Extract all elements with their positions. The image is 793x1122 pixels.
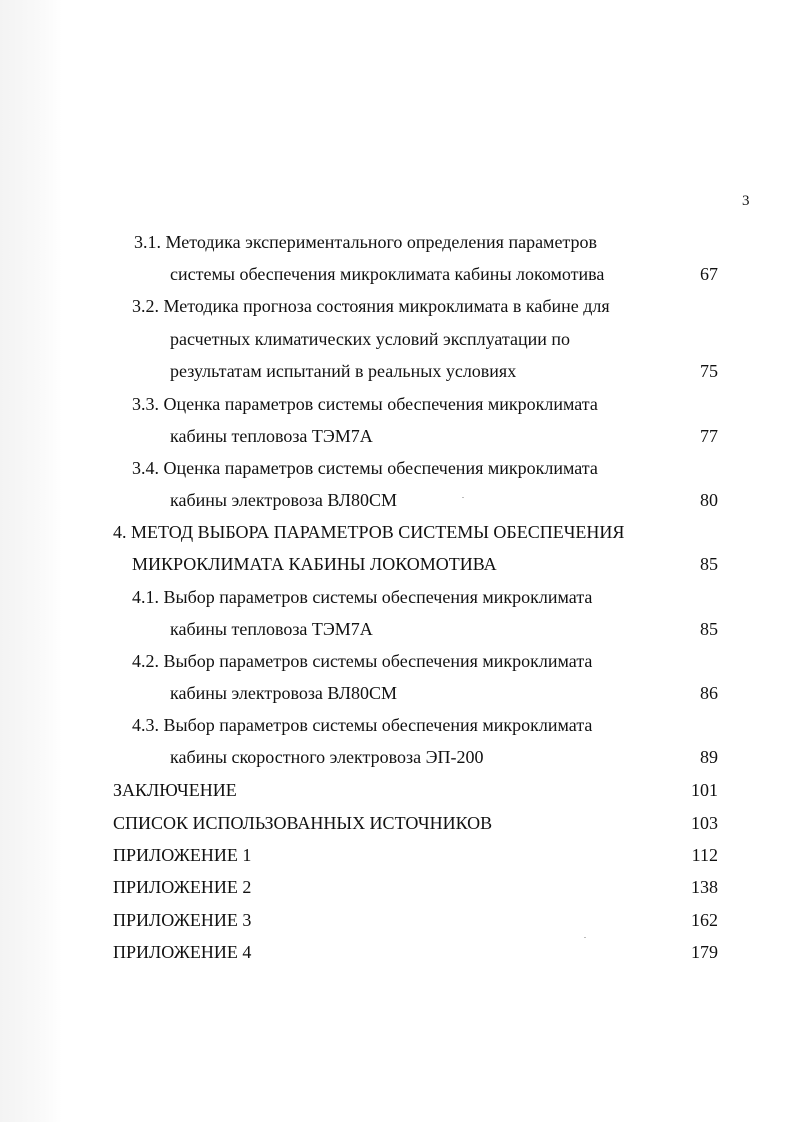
- toc-line: 3.2. Методика прогноза состояния микроклимата в кабине для: [132, 296, 610, 316]
- toc-line: ПРИЛОЖЕНИЕ 1: [113, 845, 252, 865]
- toc-line: кабины скоростного электровоза ЭП-200: [170, 747, 484, 767]
- scan-edge-shadow: [0, 0, 62, 1122]
- toc-page: 85: [700, 554, 718, 574]
- toc-page: 80: [700, 490, 718, 510]
- toc-line: кабины тепловоза ТЭМ7А: [170, 426, 373, 446]
- toc-page: 86: [700, 683, 718, 703]
- toc-line: ПРИЛОЖЕНИЕ 4: [113, 942, 252, 962]
- toc-page: 75: [700, 361, 718, 381]
- toc-page: 89: [700, 747, 718, 767]
- toc-line: кабины тепловоза ТЭМ7А: [170, 619, 373, 639]
- toc-page: 85: [700, 619, 718, 639]
- toc-line: ПРИЛОЖЕНИЕ 2: [113, 877, 252, 897]
- toc-page: 138: [691, 877, 718, 897]
- toc-line: 3.4. Оценка параметров системы обеспечения микроклимата: [132, 458, 598, 478]
- toc-line: ПРИЛОЖЕНИЕ 3: [113, 910, 252, 930]
- toc-line: СПИСОК ИСПОЛЬЗОВАННЫХ ИСТОЧНИКОВ: [113, 813, 493, 833]
- toc-page: 112: [691, 845, 718, 865]
- toc-page: 103: [691, 813, 718, 833]
- scan-speck: [462, 497, 464, 498]
- toc-page: 77: [700, 426, 718, 446]
- toc-line: системы обеспечения микроклимата кабины локомотива: [170, 264, 605, 284]
- toc-line: 3.3. Оценка параметров системы обеспечения микроклимата: [132, 394, 598, 414]
- scan-speck: [584, 937, 586, 938]
- toc-line: 4.1. Выбор параметров системы обеспечения микроклимата: [132, 587, 593, 607]
- toc-line: результатам испытаний в реальных условиях: [170, 361, 517, 381]
- toc-line: 4.2. Выбор параметров системы обеспечения микроклимата: [132, 651, 593, 671]
- toc-line: расчетных климатических условий эксплуатации по: [170, 329, 571, 349]
- toc-line: 4.3. Выбор параметров системы обеспечения микроклимата: [132, 715, 593, 735]
- toc-line: 3.1. Методика экспериментального определения параметров: [134, 232, 598, 252]
- toc-line: МИКРОКЛИМАТА КАБИНЫ ЛОКОМОТИВА: [132, 554, 497, 574]
- toc-line: кабины электровоза ВЛ80СМ: [170, 490, 397, 510]
- toc-page: 67: [700, 264, 718, 284]
- toc-page: 179: [691, 942, 718, 962]
- toc-page: 162: [691, 910, 718, 930]
- toc-line: кабины электровоза ВЛ80СМ: [170, 683, 397, 703]
- page-number: 3: [742, 193, 750, 209]
- toc-page: 101: [691, 780, 718, 800]
- toc-line: 4. МЕТОД ВЫБОРА ПАРАМЕТРОВ СИСТЕМЫ ОБЕСПЕЧЕНИЯ: [113, 522, 625, 542]
- toc-line: ЗАКЛЮЧЕНИЕ: [113, 780, 237, 800]
